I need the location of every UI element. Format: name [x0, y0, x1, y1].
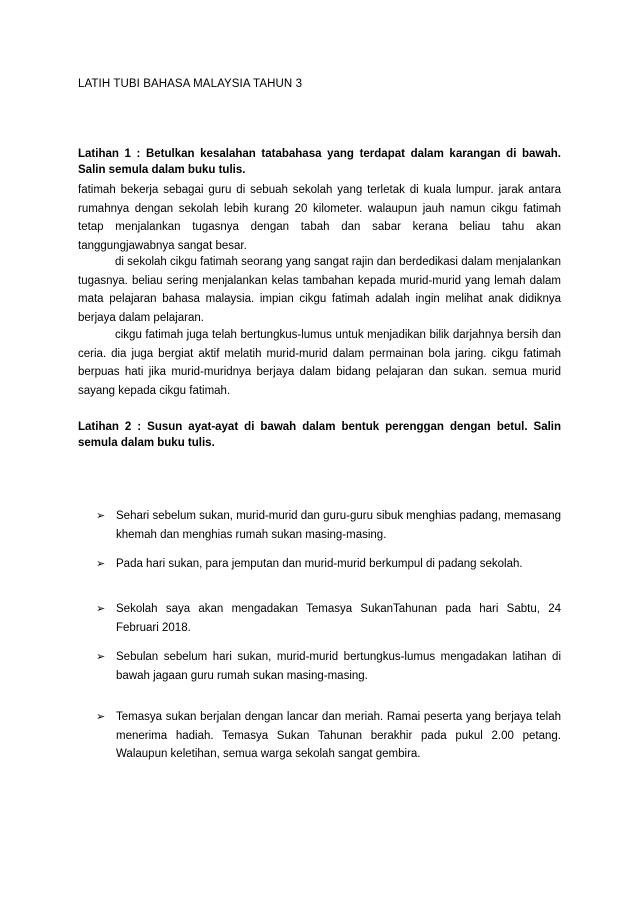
latihan-2-list-item [96, 648, 561, 685]
arrow-bullet-icon: ➢ [96, 651, 106, 663]
list-item-text: Pada hari sukan, para jemputan dan murid-murid berkumpul di padang sekolah. [116, 558, 523, 570]
list-item-text: Sekolah saya akan mengadakan Temasya SukanTahunan pada hari Sabtu, 24 Februari 2018. [116, 603, 561, 634]
arrow-bullet-icon: ➢ [96, 603, 106, 615]
latihan-2-list-item [96, 555, 561, 574]
document-title: LATIH TUBI BAHASA MALAYSIA TAHUN 3 [78, 78, 303, 90]
latihan-1-paragraph-3: cikgu fatimah juga telah bertungkus-lumus untuk menjadikan bilik darjahnya bersih dan ceria. dia juga bergiat aktif melatih murid-murid dalam permainan bola jaring. cikgu fatimah berpuas hati jika murid-muridnya berjaya dalam bidang pelajaran dan sukan. semua murid sayang kepada cikgu fatimah. [78, 329, 561, 397]
arrow-bullet-icon: ➢ [96, 711, 106, 723]
latihan-1-paragraph-2: di sekolah cikgu fatimah seorang yang sangat rajin dan berdedikasi dalam menjalankan tugasnya. beliau sering menjalankan kelas tambahan kepada murid-murid yang lemah dalam mata pelajaran bahasa malaysia. impian cikgu fatimah adalah ingin melihat anak didiknya berjaya dalam pelajaran. [78, 256, 561, 324]
list-item-text: Temasya sukan berjalan dengan lancar dan meriah. Ramai peserta yang berjaya telah menerima hadiah. Temasya Sukan Tahunan berakhir pada pukul 2.00 petang. Walaupun keletihan, semua warga sekolah sangat gembira. [116, 711, 561, 760]
latihan-1-heading: Latihan 1 : Betulkan kesalahan tatabahasa yang terdapat dalam karangan di bawah. Salin semula dalam buku tulis. [78, 148, 561, 176]
latihan-2-list-item [96, 600, 561, 637]
latihan-2-list-item [96, 708, 561, 764]
list-item-text: Sebulan sebelum hari sukan, murid-murid bertungkus-lumus mengadakan latihan di bawah jagaan guru rumah sukan masing-masing. [116, 651, 561, 682]
latihan-2-heading: Latihan 2 : Susun ayat-ayat di bawah dalam bentuk perenggan dengan betul. Salin semula dalam buku tulis. [78, 421, 561, 449]
latihan-1-paragraph-1: fatimah bekerja sebagai guru di sebuah sekolah yang terletak di kuala lumpur. jarak antara rumahnya dengan sekolah lebih kurang 20 kilometer. walaupun jauh namun cikgu fatimah tetap menjalankan tugasnya dengan tabah dan sabar kerana beliau tahu akan tanggungjawabnya sangat besar. [78, 184, 561, 252]
list-item-text: Sehari sebelum sukan, murid-murid dan guru-guru sibuk menghias padang, memasang khemah dan menghias rumah sukan masing-masing. [116, 510, 561, 541]
arrow-bullet-icon: ➢ [96, 558, 106, 570]
arrow-bullet-icon: ➢ [96, 510, 106, 522]
latihan-2-list-item [96, 507, 561, 544]
